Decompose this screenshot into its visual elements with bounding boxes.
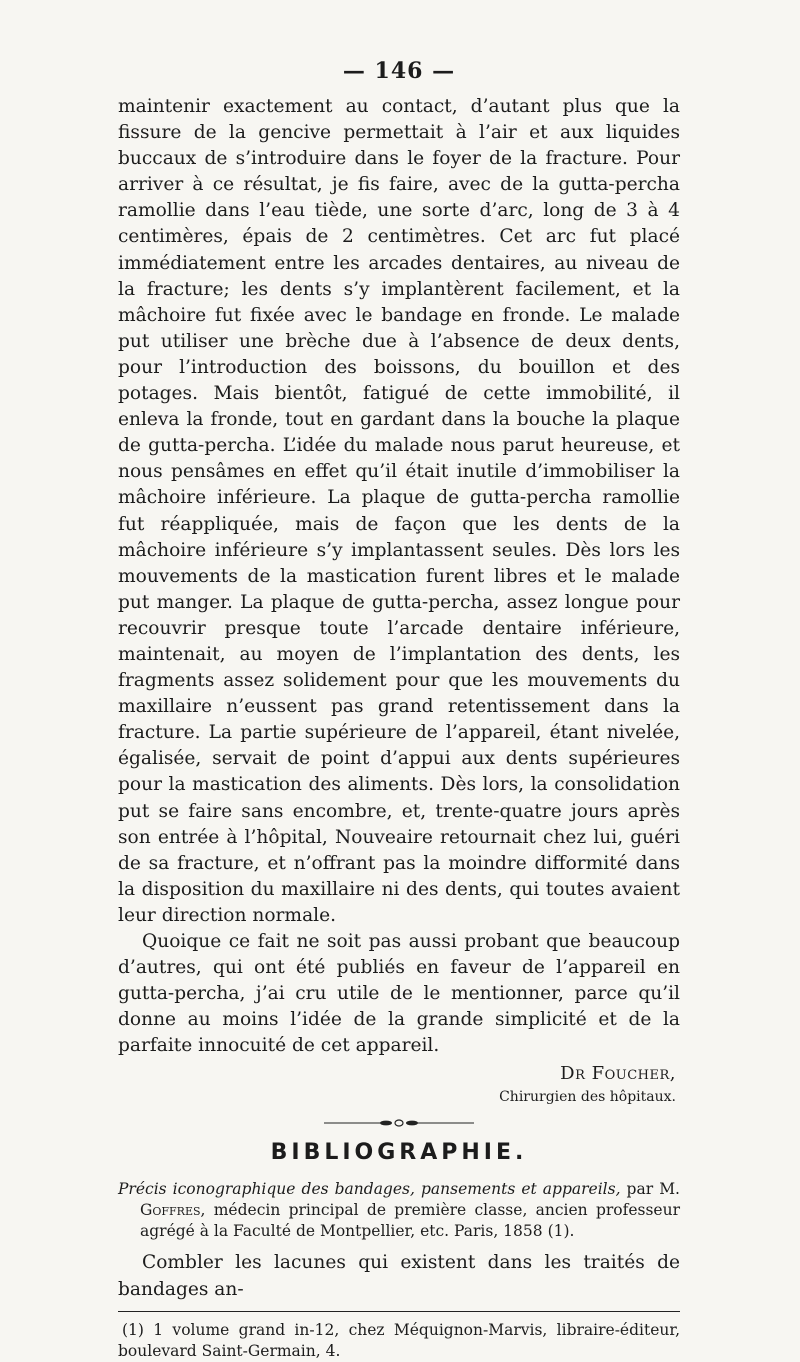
footnote-rule: [118, 1311, 680, 1312]
signature-title: Chirurgien des hôpitaux.: [499, 1089, 676, 1106]
footnote-ref: (1): [547, 1222, 570, 1241]
body-paragraph-1: maintenir exactement au contact, d’autant plus que la fissure de la gencive permettait à l’air et aux liquides buccaux de s’introduire dans le foyer de la fracture. Pour arriver à ce résultat, je fis faire, avec de la gutta-percha ramollie dans l’eau tiède, une sorte d’arc, long de 3 à 4 centimères, épais de 2 centimètres. Cet arc fut placé immédiatement entre les arcades dentaires, au niveau de la fracture; les dents s’y implantèrent facilement, et la mâchoire fut fixée avec le bandage en fronde. Le malade put utiliser une brèche due à l’absence de deux dents, pour l’introduction des boissons, du bouillon et des potages. Mais bientôt, fatigué de cette immobilité, il enleva la fronde, tout en gardant dans la bouche la plaque de gutta-percha. L’idée du malade nous parut heureuse, et nous pensâmes en effet qu’il était inutile d’immobiliser la mâchoire inférieure. La plaque de gutta-percha ramollie fut réappliquée, mais de façon que les dents de la mâchoire inférieure s’y implantassent seules. Dès lors les mouvements de la mastication furent libres et le malade put manger. La plaque de gutta-percha, assez longue pour recouvrir presque toute l’arcade dentaire inférieure, maintenait, au moyen de l’implantation des dents, les fragments assez solidement pour que les mouvements du maxillaire n’eussent pas grand retentissement dans la fracture. La partie supérieure de l’appareil, étant nivelée, égalisée, servait de point d’appui aux dents supérieures pour la mastication des aliments. Dès lors, la consolidation put se faire sans encombre, et, trente-quatre jours après son entrée à l’hôpital, Nouveaire retournait chez lui, guéri de sa fracture, et n’offrant pas la moindre difformité dans la disposition du maxillaire ni des dents, qui toutes avaient leur direction normale.: [118, 96, 680, 926]
section-title: BIBLIOGRAPHIE.: [270, 1140, 528, 1166]
book-details: , médecin principal de première classe, ancien professeur agrégé à la Faculté de Montpellier, etc. Paris, 1858: [140, 1201, 680, 1241]
signature-name: Dr Foucher,: [560, 1063, 676, 1085]
page-number: — 146 —: [342, 58, 456, 84]
biblio-end: .: [569, 1222, 575, 1241]
document-page: [118, 58, 680, 1362]
body-paragraph-3: Combler les lacunes qui existent dans les traités de bandages an-: [118, 1252, 680, 1300]
footnote: (1) 1 volume grand in-12, chez Méquignon-Marvis, libraire-éditeur, boulevard Saint-Germain, 4.: [118, 1320, 680, 1360]
bibliography-entry: [118, 1179, 680, 1242]
author-signature: [118, 1063, 676, 1108]
divider-ornament: [324, 1118, 474, 1128]
book-author: Goffres: [140, 1201, 201, 1220]
body-paragraph-2: Quoique ce fait ne soit pas aussi probant que beaucoup d’autres, qui ont été publiés en faveur de l’appareil en gutta-percha, j’ai cru utile de le mentionner, parce qu’il donne au moins l’idée de la grande simplicité et de la parfaite innocuité de cet appareil.: [118, 931, 680, 1057]
book-title: Précis iconographique des bandages, pansements et appareils,: [118, 1180, 621, 1199]
biblio-by: par M.: [620, 1180, 680, 1199]
